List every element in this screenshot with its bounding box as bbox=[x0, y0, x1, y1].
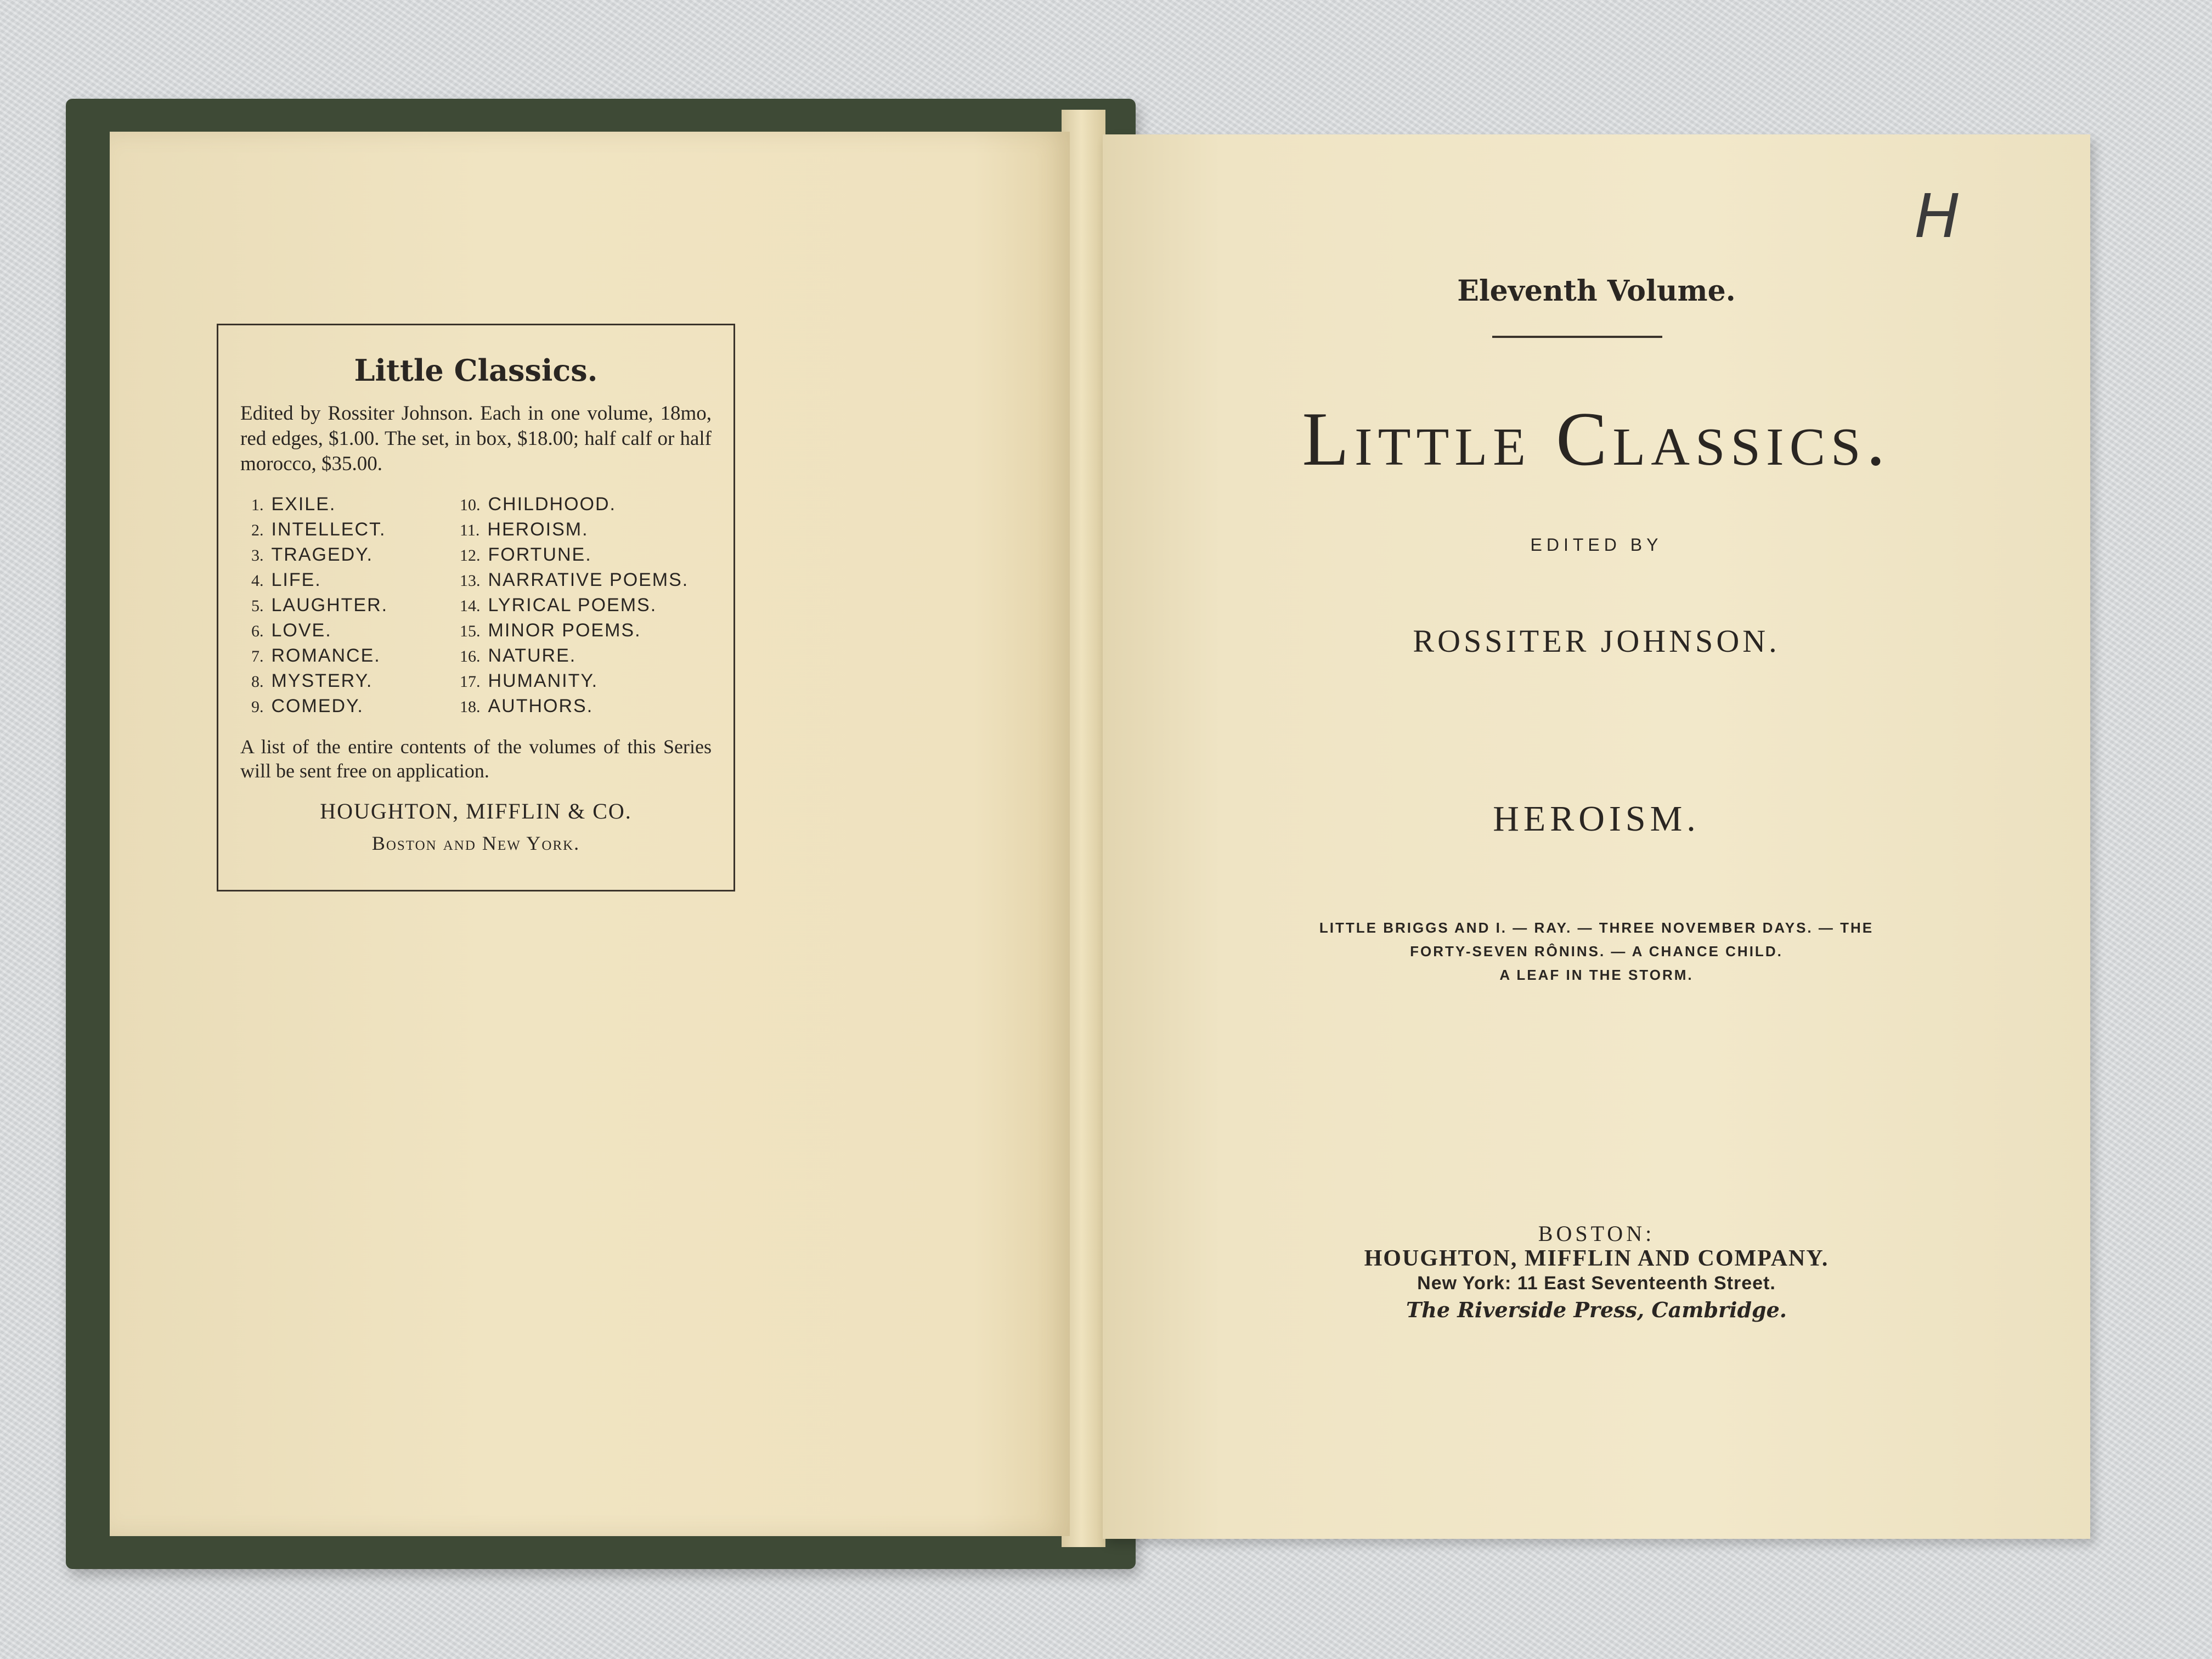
volume-number: 2. bbox=[251, 521, 264, 539]
series-advertisement bbox=[217, 324, 735, 891]
volume-item bbox=[460, 543, 718, 568]
volume-number: 5. bbox=[251, 597, 264, 615]
volume-name: TRAGEDY. bbox=[271, 544, 373, 565]
volume-item bbox=[251, 568, 460, 593]
volume-name: NATURE. bbox=[488, 645, 577, 666]
volume-item bbox=[251, 694, 460, 719]
volume-item bbox=[251, 669, 460, 694]
edited-by-label: EDITED BY bbox=[1530, 535, 1663, 555]
editor-name: ROSSITER JOHNSON. bbox=[1413, 623, 1780, 659]
imprint-press: The Riverside Press, Cambridge. bbox=[1406, 1297, 1787, 1322]
volume-item bbox=[251, 492, 460, 517]
volume-item bbox=[251, 644, 460, 669]
volume-item bbox=[460, 517, 718, 543]
ad-intro: Edited by Rossiter Johnson. Each in one volume, 18mo, red edges, $1.00. The set, in box, $18.00; half calf or half morocco, $35.00. bbox=[240, 402, 712, 475]
volume-number: 13. bbox=[460, 572, 481, 590]
ad-note: A list of the entire contents of the volumes of this Series will be sent free on application. bbox=[240, 736, 712, 782]
volume-number: 17. bbox=[460, 673, 481, 691]
contents-line: LITTLE BRIGGS AND I. — RAY. — THREE NOVEMBER DAYS. — THE bbox=[1319, 919, 1874, 936]
handwritten-mark: H bbox=[1915, 181, 1960, 251]
volume-name: COMEDY. bbox=[271, 696, 364, 716]
divider-rule bbox=[1492, 336, 1662, 338]
volume-number: 16. bbox=[460, 647, 481, 665]
volume-name: ROMANCE. bbox=[271, 645, 381, 666]
volume-item bbox=[460, 669, 718, 694]
volume-name: FORTUNE. bbox=[488, 544, 592, 565]
volume-item bbox=[460, 492, 718, 517]
book-title: Little Classics. bbox=[1302, 397, 1891, 482]
volume-number: 1. bbox=[251, 496, 264, 514]
volume-number: 11. bbox=[460, 521, 480, 539]
volume-name: HUMANITY. bbox=[488, 670, 599, 691]
volume-item bbox=[460, 593, 718, 618]
volume-name: HEROISM. bbox=[487, 519, 589, 540]
volume-name: EXILE. bbox=[271, 494, 336, 515]
volume-number: 15. bbox=[460, 622, 481, 640]
volume-name: LAUGHTER. bbox=[271, 595, 388, 616]
volume-item bbox=[251, 517, 460, 543]
volume-subject: HEROISM. bbox=[1493, 799, 1700, 839]
ad-title: Little Classics. bbox=[354, 353, 598, 388]
contents-line: A LEAF IN THE STORM. bbox=[1499, 967, 1694, 983]
volume-item bbox=[251, 618, 460, 644]
volume-number: 14. bbox=[460, 597, 481, 615]
volume-number: 8. bbox=[251, 673, 264, 691]
volume-heading: Eleventh Volume. bbox=[1457, 274, 1736, 308]
volume-item bbox=[251, 543, 460, 568]
ad-city: Boston and New York. bbox=[371, 832, 580, 854]
imprint-publisher: HOUGHTON, MIFFLIN AND COMPANY. bbox=[1364, 1246, 1829, 1271]
volume-number: 10. bbox=[460, 496, 481, 514]
imprint-city: BOSTON: bbox=[1538, 1221, 1655, 1246]
contents-list bbox=[1185, 916, 2008, 987]
volume-number: 18. bbox=[460, 698, 481, 716]
volume-item bbox=[460, 644, 718, 669]
volume-number: 7. bbox=[251, 647, 264, 665]
volume-list bbox=[240, 492, 712, 719]
volume-name: MYSTERY. bbox=[271, 670, 373, 691]
ad-publisher: HOUGHTON, MIFFLIN & CO. bbox=[320, 799, 632, 823]
volume-name: INTELLECT. bbox=[271, 519, 386, 540]
volume-number: 9. bbox=[251, 698, 264, 716]
volume-name: LYRICAL POEMS. bbox=[488, 595, 657, 616]
imprint-address: New York: 11 East Seventeenth Street. bbox=[1417, 1273, 1776, 1294]
volume-number: 12. bbox=[460, 546, 481, 565]
contents-line: FORTY-SEVEN RÔNINS. — A CHANCE CHILD. bbox=[1410, 943, 1783, 960]
volume-name: CHILDHOOD. bbox=[488, 494, 616, 515]
volume-name: MINOR POEMS. bbox=[488, 620, 641, 641]
volume-item bbox=[460, 618, 718, 644]
volume-item bbox=[460, 568, 718, 593]
volume-item bbox=[251, 593, 460, 618]
volume-name: AUTHORS. bbox=[488, 696, 594, 716]
volume-number: 3. bbox=[251, 546, 264, 565]
volume-name: LIFE. bbox=[271, 569, 321, 590]
volume-name: NARRATIVE POEMS. bbox=[488, 569, 689, 590]
volume-item bbox=[460, 694, 718, 719]
volume-name: LOVE. bbox=[271, 620, 332, 641]
volume-number: 6. bbox=[251, 622, 264, 640]
volume-number: 4. bbox=[251, 572, 264, 590]
